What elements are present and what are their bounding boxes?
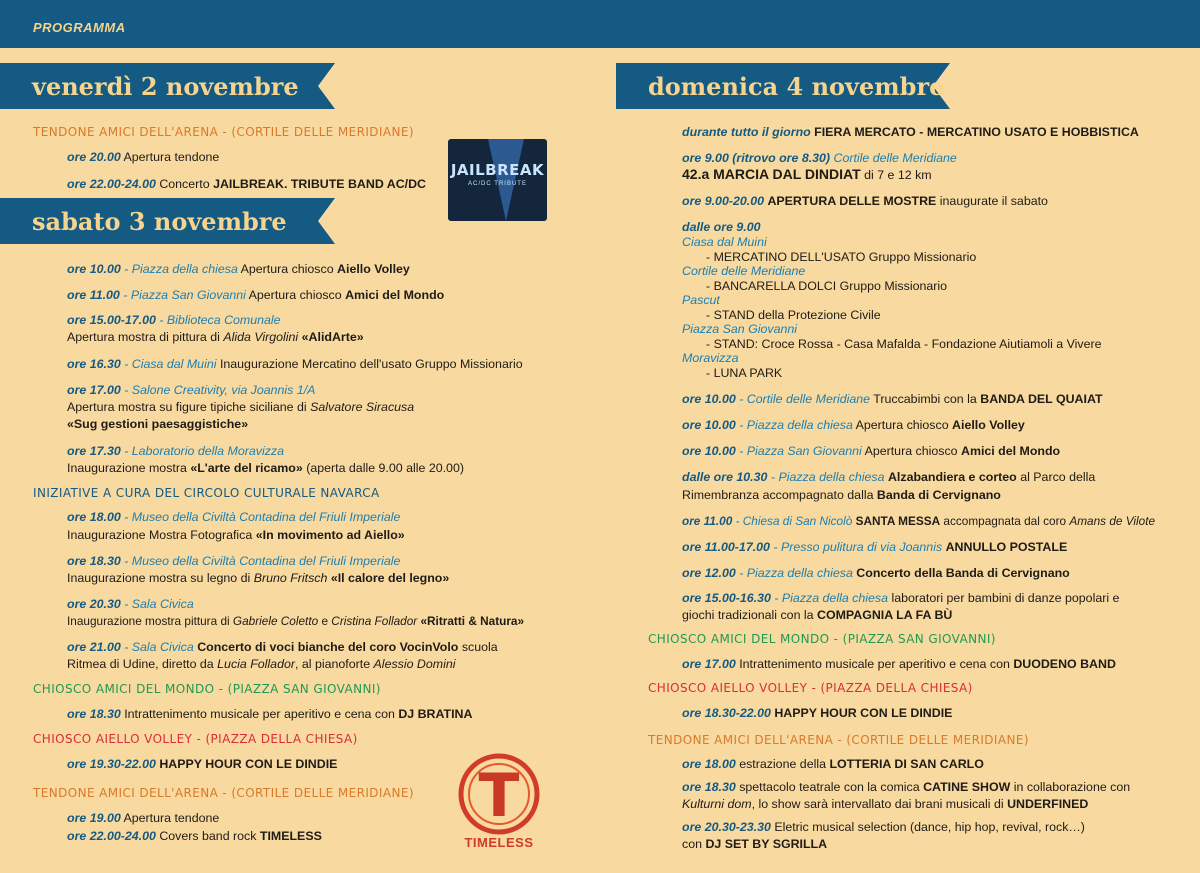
event-text: con [682, 837, 702, 851]
event-item [67, 810, 219, 826]
event-place: Cortile delle Meridiane [746, 392, 871, 406]
event-place: Piazza San Giovanni [746, 444, 862, 458]
event-place: Ciasa dal Muini [682, 235, 767, 249]
event-highlight: «Ritratti & Natura» [420, 614, 525, 628]
event-text: scuola [461, 640, 498, 654]
jailbreak-logo [448, 139, 547, 221]
event-detail [67, 613, 524, 629]
event-text: e [321, 614, 329, 628]
event-text: Inaugurazione mostra su legno di [67, 571, 251, 585]
event-artist: Bruno Fritsch [253, 571, 328, 585]
event-artist: Salvatore Siracusa [310, 400, 415, 414]
sunday-section-tendone: TENDONE AMICI DELL'ARENA - (CORTILE DELLE MERIDIANE) [648, 733, 1029, 747]
event-time: ore 22.00-24.00 [67, 829, 156, 843]
event-highlight: Aiello Volley [952, 418, 1025, 432]
event-item [682, 779, 1130, 795]
event-detail [67, 527, 405, 543]
banner-saturday-title: sabato 3 novembre [32, 207, 287, 236]
event-text: accompagnata dal coro [943, 514, 1067, 528]
event-highlight: Amici del Mondo [345, 288, 445, 302]
event-highlight: Aiello Volley [337, 262, 410, 276]
event-text: Apertura mostra su figure tipiche siciliane di [67, 400, 307, 414]
event-text: Apertura mostra di pittura di [67, 330, 220, 344]
event-item [682, 656, 1116, 672]
event-place: Museo della Civiltà Contadina del Friuli Imperiale [131, 554, 401, 568]
event-place: Piazza della chiesa [746, 418, 853, 432]
event-highlight: TIMELESS [259, 829, 322, 843]
event-text: - STAND della Protezione Civile [706, 308, 881, 322]
event-text: Apertura tendone [123, 150, 220, 164]
timeless-logo [452, 752, 546, 852]
event-time: ore 19.30-22.00 [67, 757, 156, 771]
event-text: Apertura tendone [123, 811, 220, 825]
event-text: Rimembranza accompagnato dalla [682, 488, 874, 502]
event-item [682, 150, 957, 166]
event-detail [67, 329, 364, 345]
event-highlight: COMPAGNIA LA FA BÙ [817, 608, 953, 622]
event-item: ore 20.30 - Sala Civica [67, 597, 194, 611]
event-item [67, 756, 337, 772]
event-item [67, 706, 472, 722]
event-item [682, 756, 984, 772]
event-text: Apertura chiosco [248, 288, 342, 302]
banner-sunday [616, 63, 950, 109]
event-item: ore 15.00-16.30 - Piazza della chiesa laboratori per bambini di danze popolari e [682, 591, 1120, 605]
event-highlight: «L'arte del ricamo» [190, 461, 303, 475]
event-place: Salone Creativity, via Joannis 1/A [131, 383, 316, 397]
banner-sunday-title: domenica 4 novembre [648, 72, 945, 101]
event-item: ore 11.00-17.00 - Presso pulitura di via Joannis ANNULLO POSTALE [682, 540, 1068, 554]
event-highlight: CATINE SHOW [923, 780, 1011, 794]
event-highlight: LOTTERIA DI SAN CARLO [829, 757, 984, 771]
event-time: ore 17.00 [67, 383, 121, 397]
event-text: Truccabimbi con la [873, 392, 977, 406]
event-place: Laboratorio della Moravizza [131, 444, 284, 458]
lightning-bolt-icon [488, 139, 524, 221]
event-text: Inaugurazione mostra [67, 461, 187, 475]
event-text: inaugurate il sabato [939, 194, 1048, 208]
event-time: ore 9.00-20.00 [682, 194, 764, 208]
saturday-section-tendone: TENDONE AMICI DELL'ARENA - (CORTILE DELLE MERIDIANE) [33, 786, 414, 800]
event-highlight: HAPPY HOUR CON LE DINDIE [159, 757, 338, 771]
event-highlight: DJ BRATINA [398, 707, 473, 721]
event-item [67, 176, 426, 192]
event-place: Piazza della chiesa [746, 566, 853, 580]
saturday-section-volley: CHIOSCO AIELLO VOLLEY - (PIAZZA DELLA CHIESA) [33, 732, 358, 746]
event-detail [682, 836, 827, 852]
event-note: (aperta dalle 9.00 alle 20.00) [306, 461, 464, 475]
event-item: ore 11.00 - Chiesa di San Nicolò SANTA MESSA accompagnata dal coro Amans de Vilote [682, 514, 1156, 528]
event-place: Piazza della chiesa [778, 470, 885, 484]
event-place: Piazza San Giovanni [682, 322, 798, 336]
event-time: ore 22.00-24.00 [67, 177, 156, 191]
event-time: ore 10.00 [682, 392, 736, 406]
timeless-emblem-icon [452, 752, 546, 836]
event-time: ore 16.30 [67, 357, 121, 371]
event-detail [682, 487, 1001, 503]
event-item: ore 18.00 - Museo della Civiltà Contadina del Friuli Imperiale [67, 510, 401, 524]
event-time: ore 21.00 [67, 640, 121, 654]
event-item: ore 16.30 - Ciasa dal Muini Inaugurazione Mercatino dell'usato Gruppo Missionario [67, 357, 523, 371]
event-text: Inaugurazione Mercatino dell'usato Gruppo Missionario [219, 357, 523, 371]
event-item: ore 15.00-17.00 - Biblioteca Comunale [67, 313, 281, 327]
event-time: ore 18.30 [67, 554, 121, 568]
event-item: ore 12.00 - Piazza della chiesa Concerto della Banda di Cervignano [682, 566, 1070, 580]
friday-section-tendone: TENDONE AMICI DELL'ARENA - (CORTILE DELLE MERIDIANE) [33, 125, 414, 139]
event-place: Piazza della chiesa [131, 262, 238, 276]
event-time: ore 17.00 [682, 657, 736, 671]
event-place: Cortile delle Meridiane [833, 151, 957, 165]
event-highlight: Concerto di voci bianche del coro VocinVolo [197, 640, 459, 654]
event-place: Presso pulitura di via Joannis [780, 540, 943, 554]
event-artist: Alessio Domini [373, 657, 456, 671]
event-highlight: Amici del Mondo [961, 444, 1061, 458]
saturday-section-navarca: INIZIATIVE A CURA DEL CIRCOLO CULTURALE NAVARCA [33, 486, 380, 500]
event-highlight: FIERA MERCATO - MERCATINO USATO E HOBBISTICA [814, 125, 1139, 139]
jailbreak-logo-title: JAILBREAK [450, 161, 545, 179]
event-item: ore 10.00 - Cortile delle Meridiane Truccabimbi con la BANDA DEL QUAIAT [682, 392, 1103, 406]
event-highlight: UNDERFINED [1007, 797, 1089, 811]
event-time: ore 15.00-16.30 [682, 591, 771, 605]
event-item [67, 149, 219, 165]
event-highlight: SANTA MESSA [855, 514, 941, 528]
event-text: Eletric musical selection (dance, hip hop, revival, rock…) [774, 820, 1085, 834]
event-item [682, 705, 952, 721]
event-time: ore 18.30 [682, 780, 736, 794]
banner-friday [0, 63, 335, 109]
event-highlight: APERTURA DELLE MOSTRE [767, 194, 937, 208]
event-time: ore 10.00 [682, 444, 736, 458]
event-highlight: Alzabandiera e corteo [887, 470, 1017, 484]
event-highlight: DUODENO BAND [1013, 657, 1116, 671]
saturday-section-amici: CHIOSCO AMICI DEL MONDO - (PIAZZA SAN GIOVANNI) [33, 682, 381, 696]
event-highlight: ANNULLO POSTALE [945, 540, 1068, 554]
event-place: Cortile delle Meridiane [682, 264, 806, 278]
event-highlight: «Sug gestioni paesaggistiche» [67, 417, 249, 431]
top-bar [0, 0, 1200, 48]
event-item [67, 828, 322, 844]
event-text: Apertura chiosco [240, 262, 334, 276]
event-text: in collaborazione con [1013, 780, 1131, 794]
event-time: dalle ore 10.30 [682, 470, 768, 484]
event-artist: Gabriele Coletto [232, 614, 319, 628]
event-artist: Amans de Vilote [1069, 514, 1156, 528]
event-detail [682, 796, 1088, 812]
event-text: Intrattenimento musicale per aperitivo e cena con [124, 707, 395, 721]
event-highlight: HAPPY HOUR CON LE DINDIE [774, 706, 953, 720]
banner-saturday [0, 198, 335, 244]
event-detail [67, 656, 456, 672]
sunday-section-amici: CHIOSCO AMICI DEL MONDO - (PIAZZA SAN GIOVANNI) [648, 632, 996, 646]
event-place: Pascut [682, 293, 720, 307]
event-item: ore 10.00 - Piazza San Giovanni Apertura chiosco Amici del Mondo [682, 444, 1061, 458]
event-time: ore 20.00 [67, 150, 121, 164]
event-highlight: DJ SET BY SGRILLA [705, 837, 828, 851]
event-detail [67, 570, 449, 586]
event-place: Sala Civica [131, 597, 194, 611]
banner-friday-title: venerdì 2 novembre [32, 72, 299, 101]
event-item: ore 21.00 - Sala Civica Concerto di voci bianche del coro VocinVolo scuola [67, 640, 498, 654]
event-highlight: Concerto della Banda di Cervignano [856, 566, 1070, 580]
header-label: PROGRAMMA [33, 20, 126, 35]
event-place: Biblioteca Comunale [166, 313, 281, 327]
event-text: Intrattenimento musicale per aperitivo e cena con [739, 657, 1010, 671]
event-text: Inaugurazione Mostra Fotografica [67, 528, 253, 542]
timeless-letter: T [478, 761, 520, 831]
event-text: di 7 e 12 km [864, 168, 932, 182]
event-item [682, 819, 1085, 835]
event-time: ore 20.30 [67, 597, 121, 611]
event-time: ore 20.30-23.30 [682, 820, 771, 834]
jailbreak-logo-subtitle: AC/DC TRIBUTE [468, 181, 527, 187]
event-text: Apertura chiosco [864, 444, 958, 458]
event-highlight: «Il calore del legno» [330, 571, 450, 585]
event-text: giochi tradizionali con la [682, 608, 814, 622]
event-text: - STAND: Croce Rossa - Casa Mafalda - Fondazione Aiutiamoli a Vivere [706, 337, 1102, 351]
event-time: ore 18.30-22.00 [682, 706, 771, 720]
event-time: ore 19.00 [67, 811, 121, 825]
event-highlight: BANDA DEL QUAIAT [980, 392, 1103, 406]
event-artist: Kulturni dom [682, 797, 752, 811]
event-place: Piazza San Giovanni [130, 288, 246, 302]
event-item [682, 219, 761, 235]
event-text: laboratori per bambini di danze popolari e [891, 591, 1120, 605]
event-item: dalle ore 10.30 - Piazza della chiesa Alzabandiera e corteo al Parco della [682, 470, 1096, 484]
event-time: ore 18.00 [682, 757, 736, 771]
event-text: Inaugurazione mostra pittura di [67, 614, 230, 628]
event-place: Ciasa dal Muini [131, 357, 217, 371]
event-item: ore 10.00 - Piazza della chiesa Apertura chiosco Aiello Volley [682, 418, 1025, 432]
event-text: - LUNA PARK [706, 366, 783, 380]
event-text: al Parco della [1020, 470, 1096, 484]
event-item: ore 10.00 - Piazza della chiesa Apertura chiosco Aiello Volley [67, 262, 410, 276]
event-time: ore 11.00 [67, 288, 120, 302]
event-time: ore 15.00-17.00 [67, 313, 156, 327]
event-detail [682, 607, 952, 623]
event-time: ore 18.30 [67, 707, 121, 721]
sunday-section-volley: CHIOSCO AIELLO VOLLEY - (PIAZZA DELLA CHIESA) [648, 681, 973, 695]
event-highlight: JAILBREAK. TRIBUTE BAND AC/DC [213, 177, 426, 191]
event-highlight: Banda di Cervignano [876, 488, 1001, 502]
event-artist: Cristina Follador [331, 614, 418, 628]
event-place: Sala Civica [131, 640, 194, 654]
event-detail [67, 460, 464, 476]
event-highlight: 42.a MARCIA DAL DINDIAT [682, 166, 861, 182]
event-item: ore 18.30 - Museo della Civiltà Contadina del Friuli Imperiale [67, 554, 401, 568]
event-artist: Lucia Follador [217, 657, 295, 671]
event-item: ore 17.00 - Salone Creativity, via Joannis 1/A [67, 383, 316, 397]
event-time: ore 11.00 [682, 514, 733, 528]
event-item [682, 124, 1139, 140]
event-time: ore 17.30 [67, 444, 121, 458]
event-text: spettacolo teatrale con la comica [739, 780, 920, 794]
event-time: ore 18.00 [67, 510, 121, 524]
event-time: dalle ore 9.00 [682, 220, 761, 234]
event-time: ore 11.00-17.00 [682, 540, 770, 554]
event-time: durante tutto il giorno [682, 125, 811, 139]
event-text: estrazione della [739, 757, 826, 771]
event-place: Museo della Civiltà Contadina del Friuli Imperiale [131, 510, 401, 524]
event-place: Piazza della chiesa [781, 591, 888, 605]
event-text: Covers band rock [159, 829, 257, 843]
event-text: Apertura chiosco [855, 418, 949, 432]
event-place: Moravizza [682, 351, 739, 365]
event-detail [67, 416, 248, 432]
event-text: - BANCARELLA DOLCI Gruppo Missionario [706, 279, 948, 293]
event-time: ore 12.00 [682, 566, 736, 580]
event-artist: Alida Virgolini [223, 330, 299, 344]
event-highlight: «AlidArte» [301, 330, 364, 344]
event-time: ore 9.00 (ritrovo ore 8.30) [682, 151, 831, 165]
timeless-logo-title: TIMELESS [464, 835, 534, 850]
event-item: ore 11.00 - Piazza San Giovanni Apertura chiosco Amici del Mondo [67, 288, 445, 302]
event-highlight: «In movimento ad Aiello» [255, 528, 405, 542]
event-text: Ritmea di Udine, diretto da [67, 657, 214, 671]
event-detail [682, 166, 932, 183]
event-place: Chiesa di San Nicolò [742, 514, 853, 528]
event-text: Concerto [159, 177, 210, 191]
event-time: ore 10.00 [682, 418, 736, 432]
event-text: , lo show sarà intervallato dai brani musicali di [751, 797, 1004, 811]
event-time: ore 10.00 [67, 262, 121, 276]
event-text: , al pianoforte [295, 657, 371, 671]
event-item: ore 17.30 - Laboratorio della Moravizza [67, 444, 284, 458]
event-item [682, 193, 1048, 209]
event-detail [67, 399, 414, 415]
event-text: - MERCATINO DELL'USATO Gruppo Missionario [706, 250, 977, 264]
